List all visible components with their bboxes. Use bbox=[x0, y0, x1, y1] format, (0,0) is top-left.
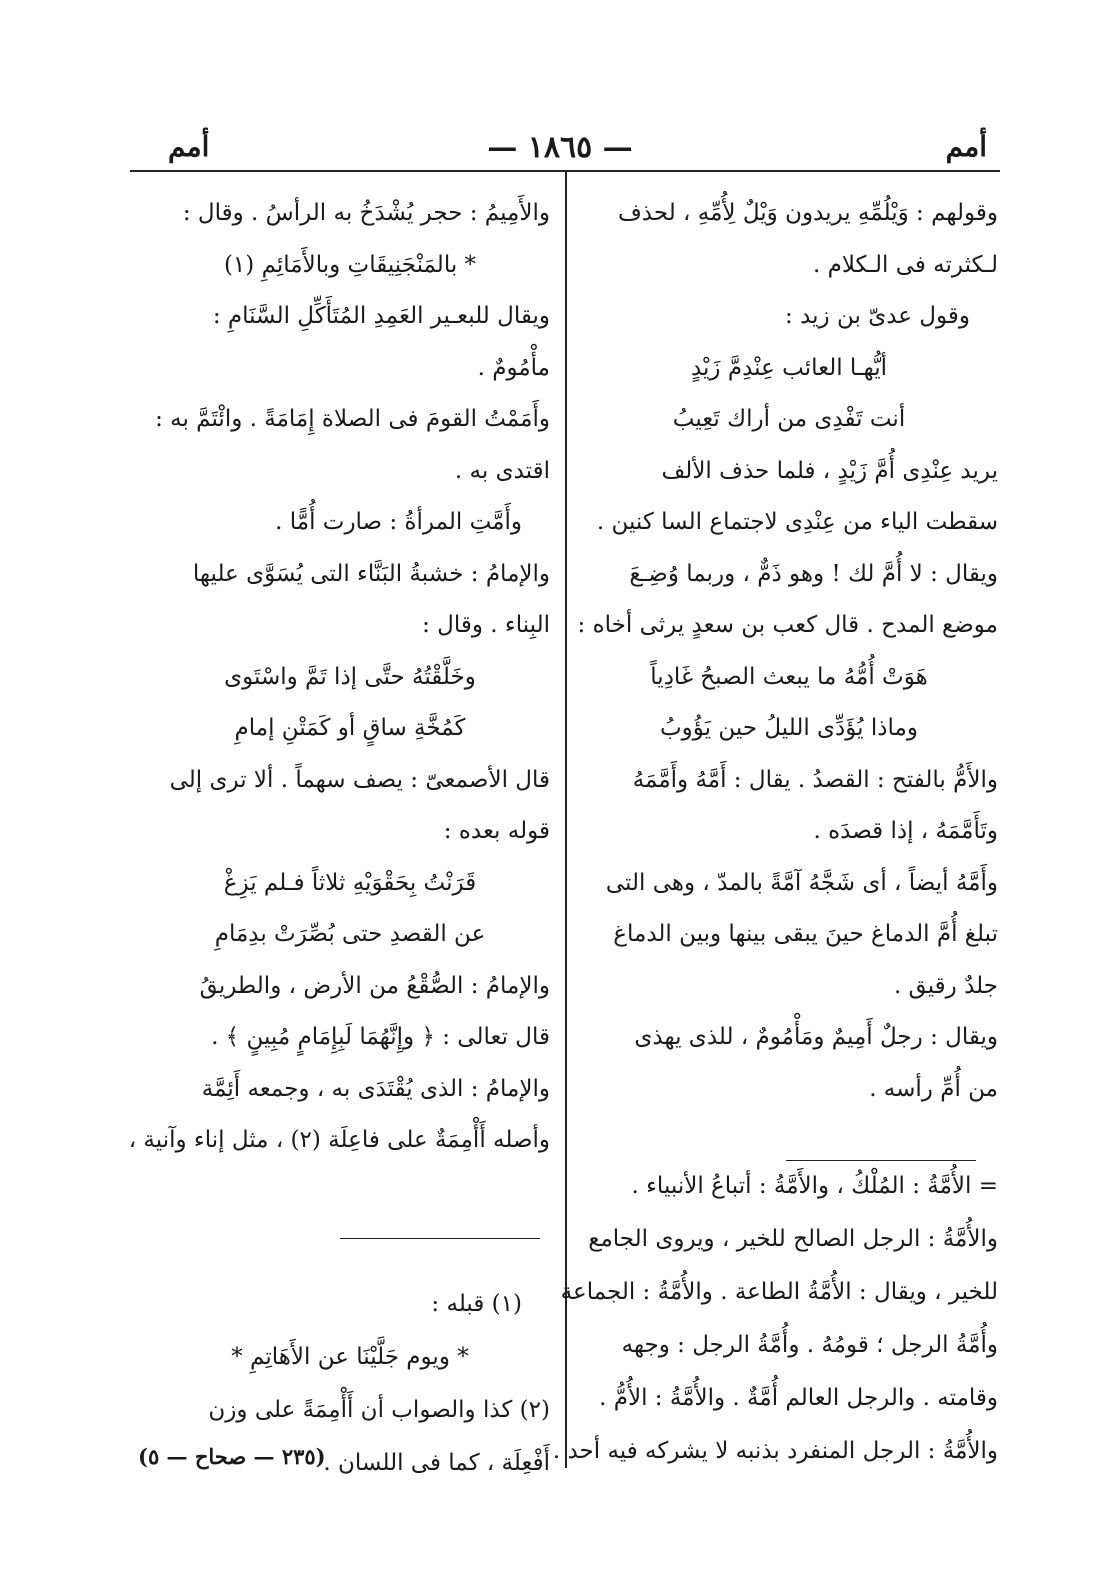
text-line: قوله بعده : bbox=[443, 818, 550, 844]
verse-line: وخَلَّقْتُهُ حتَّى إذا تَمَّ واسْتَوى bbox=[224, 663, 476, 690]
printer-signature: (٢٣٥ — صحاح — ٥) bbox=[138, 1444, 326, 1469]
text-line: سقطت الياء من عِنْدِى لاجتماع السا كنين . bbox=[596, 509, 998, 535]
footnote-line: والأُمَّةُ : الرجل الصالح للخير ، ويروى الجامع bbox=[588, 1226, 998, 1252]
footnote-line: وأُمَّةُ الرجل ؛ قومُهُ . وأُمَّةُ الرجل : وجهه bbox=[621, 1332, 998, 1358]
verse-line: * بالمَنْجَنِيقَاتِ وبالأَمَائِمِ (١) bbox=[223, 251, 477, 278]
footnote-line: (٢) كذا والصواب أن أَأْمِمَةً على وزن bbox=[208, 1397, 550, 1423]
text-line: والأَمُّ بالفتح : القصدُ . يقال : أَمَّهُ وأَمَّمَهُ bbox=[632, 766, 998, 793]
text-line: موضع المدح . قال كعب بن سعدٍ يرثى أخاه : bbox=[577, 612, 998, 638]
text-line: يريد عِنْدِى أُمَّ زَيْدٍ ، فلما حذف الألف bbox=[661, 457, 998, 484]
text-line: قال الأصمعىّ : يصف سهماً . ألا ترى إلى bbox=[169, 766, 550, 793]
text-line: وأصله أَأْمِمَةٌ على فاعِلَة (٢) ، مثل إناء وآنية ، bbox=[128, 1127, 550, 1153]
text-line: مأْمُومٌ . bbox=[477, 354, 550, 381]
verse-line: هَوَتْ أُمُّهُ ما يبعث الصبحُ غَادِياً bbox=[650, 663, 928, 690]
text-line: ويقال : لا أُمَّ لك ! وهو ذَمٌّ ، وربما وُضِـعَ bbox=[629, 560, 998, 587]
text-line: والإمامُ : خشبةُ البَنَّاء التى يُسَوَّى عليها bbox=[192, 560, 550, 587]
left-footnote-rule bbox=[340, 1238, 540, 1239]
running-head-right: أمم bbox=[945, 130, 987, 163]
verse-line: أنت تَفْدِى من أراك تَعِيبُ bbox=[672, 406, 906, 432]
verse-line: قَرَنْتُ بِحَقْوَيْهِ ثلاثاً فـلم يَزِغْ bbox=[223, 869, 477, 896]
text-line: والأَمِيمُ : حجر يُشْدَخُ به الرأسُ . وقال : bbox=[182, 200, 550, 226]
verse-line: أيُّهـا العائب عِنْدِمَّ زَيْدٍ bbox=[690, 354, 888, 381]
footnote-line: للخير ، ويقال : الأُمَّةُ الطاعة . والأُمَّةُ : الجماعة bbox=[560, 1279, 998, 1305]
text-line: ويقال للبعـير العَمِدِ المُتَأَكِّلِ السَّنَامِ : bbox=[212, 303, 550, 329]
text-line: وأَمَّهُ أيضاً ، أى شَجَّهُ آمَّةً بالمدّ ، وهى التى bbox=[605, 869, 998, 896]
verse-line: عن القصدِ حتى بُصِّرَتْ بدِمَامِ bbox=[214, 921, 486, 947]
text-line: والإمامُ : الصُّقْعُ من الأرض ، والطريقُ bbox=[199, 972, 550, 999]
verse-line: كَمُخَّةِ ساقٍ أو كَمَتْنِ إمامِ bbox=[234, 715, 466, 741]
running-head-left: أمم bbox=[168, 130, 210, 163]
text-line: ويقال : رجلٌ أَمِيمٌ ومَأْمُومٌ ، للذى يهذى bbox=[634, 1024, 998, 1050]
footnote-line: * ويوم جَلَّيْنَا عن الأَهَاتِمِ * bbox=[231, 1344, 469, 1370]
footnote-line: = الأُمَّةُ : المُلْكُ ، والأَمَّةُ : أتباعُ الأنبياء . bbox=[631, 1173, 998, 1199]
text-line: لـكثرته فى الـكلام . bbox=[812, 251, 998, 278]
right-footnote bbox=[552, 1160, 998, 1478]
text-line: اقتدى به . bbox=[454, 457, 550, 484]
text-line: وأَمَمْتُ القومَ فى الصلاة إِمَامَةً . وائْتَمَّ به : bbox=[155, 406, 550, 432]
text-line: والإمامُ : الذى يُقْتَدَى به ، وجمعه أَئِمَّة bbox=[201, 1075, 550, 1102]
footnote-line: وقامته . والرجل العالم أُمَّةٌ . والأُمَّةُ : الأُمُّ . bbox=[599, 1385, 998, 1411]
page-number: — ١٨٦٥ — bbox=[487, 130, 633, 165]
right-column bbox=[552, 188, 998, 1464]
footnote-line: والأُمَّةُ : الرجل المنفرد بذنبه لا يشركه فيه أحد . bbox=[552, 1438, 998, 1464]
text-line: جلدٌ رقيق . bbox=[893, 972, 998, 999]
footnote-line: (١) قبله : bbox=[431, 1291, 522, 1317]
text-line: البِناء . وقال : bbox=[422, 612, 550, 638]
text-line: من أُمِّ رأسه . bbox=[869, 1075, 998, 1102]
verse-line: وماذا يُؤَدِّى الليلُ حين يَؤُوبُ bbox=[660, 715, 918, 741]
text-line: وقولهم : وَيْلُمِّهِ يريدون وَيْلٌ لِأُمِّهِ ، لحذف bbox=[617, 200, 998, 226]
text-line: وتَأَمَّمَهُ ، إذا قصدَه . bbox=[813, 818, 998, 844]
footnote-line: أَفْعِلَة ، كما فى اللسان . bbox=[323, 1450, 550, 1476]
text-line: تبلغ أُمَّ الدماغ حينَ يبقى بينها وبين الدماغ bbox=[613, 921, 998, 947]
text-line: وأَمَّتِ المرأةُ : صارت أُمًّا . bbox=[275, 509, 522, 535]
text-line: وقول عدىّ بن زيد : bbox=[785, 303, 970, 329]
text-line: قال تعالى : ﴿ وإِنَّهُمَا لَبِإِمَامٍ مُبِينٍ ﴾ . bbox=[211, 1024, 550, 1050]
